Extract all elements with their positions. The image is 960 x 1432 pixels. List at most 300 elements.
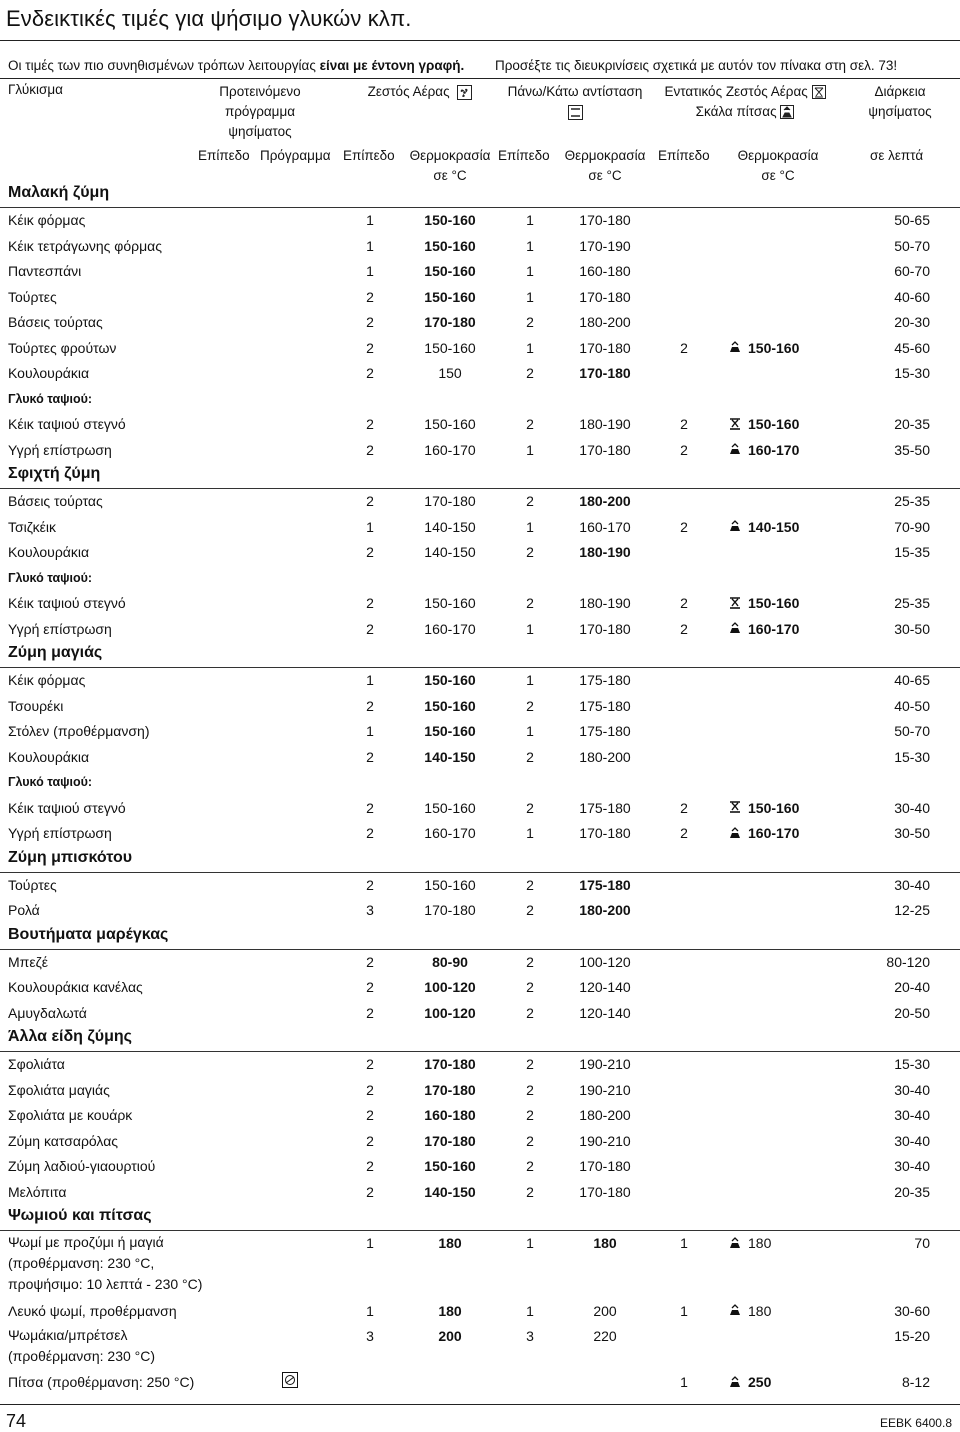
topbottom-temperature: 170-190 bbox=[579, 237, 631, 254]
fan-temperature: 140-150 bbox=[424, 544, 476, 560]
section-heading bbox=[0, 182, 960, 208]
subheader-temp-intense-line1: Θερμοκρασία bbox=[737, 148, 819, 163]
fan-temperature: 150-160 bbox=[424, 212, 476, 228]
fan-level: 2 bbox=[366, 799, 374, 816]
duration-minutes: 8-12 bbox=[901, 1374, 930, 1390]
intense-level: 2 bbox=[680, 339, 688, 356]
table-row bbox=[0, 234, 960, 260]
fan-level: 2 bbox=[366, 493, 374, 509]
duration-minutes: 30-40 bbox=[894, 1158, 930, 1174]
row-label: Κουλουράκια bbox=[8, 544, 90, 560]
topbottom-level: 2 bbox=[526, 416, 534, 432]
intense-level: 1 bbox=[680, 1302, 688, 1319]
table-row bbox=[0, 898, 960, 924]
fan-level: 1 bbox=[366, 1235, 374, 1251]
topbottom-level: 1 bbox=[526, 672, 534, 688]
topbottom-temperature: 170-180 bbox=[579, 288, 631, 305]
duration-minutes: 15-20 bbox=[894, 1328, 930, 1344]
row-label: Σφιχτή ζύμη bbox=[8, 465, 101, 482]
row-label: Υγρή επίστρωση bbox=[8, 825, 112, 841]
fan-temperature: 150-160 bbox=[424, 1158, 476, 1174]
table-row bbox=[0, 1180, 960, 1206]
pizza-icon bbox=[728, 1375, 742, 1392]
intense-level: 2 bbox=[680, 620, 688, 637]
topbottom-temperature: 120-140 bbox=[579, 979, 631, 995]
intense-level: 1 bbox=[680, 1374, 688, 1390]
header-duration-line1: Διάρκεια bbox=[874, 84, 926, 99]
intro-text: Οι τιμές των πιο συνηθισμένων τρόπων λειτουργίας bbox=[8, 58, 320, 73]
topbottom-level: 2 bbox=[526, 365, 534, 381]
table-row bbox=[0, 1078, 960, 1104]
intense-temperature-value: 250 bbox=[748, 1374, 772, 1390]
fan-temperature: 150 bbox=[438, 365, 462, 381]
row-label: Μπεζέ bbox=[8, 953, 48, 970]
intense-level: 2 bbox=[680, 416, 688, 432]
duration-minutes: 45-60 bbox=[894, 339, 930, 356]
topbottom-level: 2 bbox=[526, 979, 534, 995]
fan-level: 2 bbox=[366, 339, 374, 356]
subheader-level-3: Επίπεδο bbox=[498, 148, 550, 163]
duration-minutes: 30-40 bbox=[894, 1107, 930, 1123]
header-duration-line2: ψησίματος bbox=[868, 104, 932, 119]
section-heading bbox=[0, 642, 960, 668]
top-bottom-heat-icon bbox=[568, 105, 583, 120]
duration-minutes: 40-60 bbox=[894, 288, 930, 305]
topbottom-temperature: 180-200 bbox=[579, 314, 631, 330]
row-label: Κουλουράκια bbox=[8, 748, 90, 765]
fan-level: 2 bbox=[366, 1056, 374, 1072]
topbottom-level: 2 bbox=[526, 1056, 534, 1072]
subheader-temp-topbottom-line2: σε °C bbox=[588, 168, 622, 183]
topbottom-temperature: 175-180 bbox=[579, 672, 631, 688]
table-row bbox=[0, 1231, 960, 1299]
intense-temperature-value: 140-150 bbox=[748, 518, 800, 535]
subheader-temp-fan bbox=[405, 146, 495, 186]
row-label: Πίτσα (προθέρμανση: 250 °C) bbox=[8, 1374, 195, 1390]
header-program-line1: Προτεινόμενο bbox=[219, 84, 301, 99]
row-label: Άλλα είδη ζύμης bbox=[8, 1028, 132, 1045]
row-label: Ζύμη λαδιού-γιαουρτιού bbox=[8, 1158, 156, 1174]
fan-temperature: 160-170 bbox=[424, 825, 476, 841]
fan-icon bbox=[457, 85, 472, 100]
duration-minutes: 30-50 bbox=[894, 825, 930, 841]
row-label: Σφολιάτα μαγιάς bbox=[8, 1081, 110, 1098]
row-label: Βάσεις τούρτας bbox=[8, 314, 103, 330]
topbottom-level: 2 bbox=[526, 1183, 534, 1200]
fan-level: 3 bbox=[366, 902, 374, 918]
row-label: Υγρή επίστρωση bbox=[8, 441, 112, 458]
row-label: Βάσεις τούρτας bbox=[8, 493, 103, 509]
document-code: EEBK 6400.8 bbox=[879, 1416, 952, 1430]
table-row bbox=[0, 259, 960, 285]
header-program-line2: πρόγραμμα bbox=[224, 104, 296, 119]
fan-level: 1 bbox=[366, 263, 374, 279]
table-row bbox=[0, 285, 960, 311]
row-label: Γλυκό ταψιού: bbox=[8, 570, 93, 585]
table-row bbox=[0, 617, 960, 643]
table-row bbox=[0, 694, 960, 720]
topbottom-temperature: 190-210 bbox=[579, 1132, 631, 1149]
table-row bbox=[0, 745, 960, 771]
topbottom-level: 2 bbox=[526, 748, 534, 765]
intense-level: 2 bbox=[680, 441, 688, 458]
table-row bbox=[0, 1052, 960, 1078]
row-label: Λευκό ψωμί, προθέρμανση bbox=[8, 1302, 177, 1319]
intense-temperature-value: 150-160 bbox=[748, 799, 800, 816]
table-row bbox=[0, 412, 960, 438]
section-heading bbox=[0, 1205, 960, 1231]
fan-temperature: 170-180 bbox=[424, 314, 476, 330]
fan-level: 1 bbox=[366, 518, 374, 535]
fan-level: 2 bbox=[366, 1158, 374, 1174]
subheader-program: Πρόγραμμα bbox=[260, 148, 331, 163]
header-baking: Γλύκισμα bbox=[8, 82, 63, 97]
subheader-temp-intense-line2: σε °C bbox=[761, 168, 795, 183]
subsection-heading bbox=[0, 387, 960, 413]
topbottom-temperature: 160-170 bbox=[579, 518, 631, 535]
fan-level: 2 bbox=[366, 1132, 374, 1149]
topbottom-temperature: 170-180 bbox=[579, 339, 631, 356]
duration-minutes: 15-30 bbox=[894, 365, 930, 381]
topbottom-level: 1 bbox=[526, 288, 534, 305]
topbottom-temperature: 180-190 bbox=[579, 544, 631, 560]
row-label: Κέικ φόρμας bbox=[8, 672, 86, 688]
topbottom-temperature: 220 bbox=[593, 1328, 617, 1344]
intense-level: 2 bbox=[680, 595, 688, 611]
topbottom-temperature: 170-180 bbox=[579, 620, 631, 637]
row-label: Μελόπιτα bbox=[8, 1183, 67, 1200]
intense-fan-icon bbox=[728, 800, 742, 817]
topbottom-temperature: 175-180 bbox=[579, 799, 631, 816]
subheader-temp-fan-line1: Θερμοκρασία bbox=[409, 148, 491, 163]
pizza-icon bbox=[728, 519, 742, 536]
topbottom-level: 2 bbox=[526, 1004, 534, 1021]
duration-minutes: 20-35 bbox=[894, 1183, 930, 1200]
table-row bbox=[0, 873, 960, 899]
duration-minutes: 20-35 bbox=[894, 416, 930, 432]
topbottom-temperature: 190-210 bbox=[579, 1056, 631, 1072]
fan-temperature: 180 bbox=[438, 1302, 462, 1319]
header-topbottom-label: Πάνω/Κάτω αντίσταση bbox=[507, 84, 643, 99]
section-heading bbox=[0, 463, 960, 489]
topbottom-level: 1 bbox=[526, 441, 534, 458]
intense-temperature bbox=[728, 1235, 828, 1253]
header-program-line3: ψησίματος bbox=[228, 124, 292, 139]
fan-temperature: 170-180 bbox=[424, 902, 476, 918]
fan-level: 2 bbox=[366, 1004, 374, 1021]
row-label: Κουλουράκια bbox=[8, 365, 90, 381]
table-row bbox=[0, 361, 960, 387]
duration-minutes: 20-50 bbox=[894, 1004, 930, 1021]
subheader-level-4: Επίπεδο bbox=[658, 148, 710, 163]
fan-level: 2 bbox=[366, 697, 374, 714]
topbottom-temperature: 180-200 bbox=[579, 493, 631, 509]
fan-temperature: 150-160 bbox=[424, 416, 476, 432]
row-label: Τούρτες bbox=[8, 288, 57, 305]
fan-temperature: 160-170 bbox=[424, 620, 476, 637]
topbottom-temperature: 180-200 bbox=[579, 1107, 631, 1123]
intense-temperature bbox=[728, 340, 828, 358]
row-label: Ζύμη κατσαρόλας bbox=[8, 1132, 119, 1149]
page-number: 74 bbox=[6, 1411, 27, 1431]
topbottom-temperature: 180-190 bbox=[579, 416, 631, 432]
fan-temperature: 170-180 bbox=[424, 1056, 476, 1072]
row-label: Μαλακή ζύμη bbox=[8, 184, 110, 201]
row-label: Ψωμί με προζύμι ή μαγιά (προθέρμανση: 230 °C, προψήσιμο: 10 λεπτά - 230 °C) bbox=[8, 1234, 203, 1292]
duration-minutes: 20-40 bbox=[894, 979, 930, 995]
row-label: Τούρτες φρούτων bbox=[8, 339, 117, 356]
fan-level: 2 bbox=[366, 288, 374, 305]
topbottom-temperature: 180-200 bbox=[579, 902, 631, 918]
fan-level: 2 bbox=[366, 620, 374, 637]
duration-minutes: 50-65 bbox=[894, 212, 930, 228]
topbottom-level: 1 bbox=[526, 339, 534, 356]
intense-level: 2 bbox=[680, 825, 688, 841]
fan-temperature: 150-160 bbox=[424, 237, 476, 254]
topbottom-temperature: 170-180 bbox=[579, 825, 631, 841]
duration-minutes: 30-40 bbox=[894, 1081, 930, 1098]
topbottom-level: 2 bbox=[526, 595, 534, 611]
row-label: Ψωμάκια/μπρέτσελ (προθέρμανση: 230 °C) bbox=[8, 1327, 156, 1364]
subheader-level-1: Επίπεδο bbox=[198, 148, 250, 163]
topbottom-level: 1 bbox=[526, 620, 534, 637]
row-label: Ψωμιού και πίτσας bbox=[8, 1207, 152, 1224]
table-row bbox=[0, 1154, 960, 1180]
intense-temperature-value: 180 bbox=[748, 1302, 772, 1319]
duration-minutes: 40-50 bbox=[894, 697, 930, 714]
duration-minutes: 15-30 bbox=[894, 748, 930, 765]
intense-temperature bbox=[728, 800, 828, 818]
topbottom-level: 2 bbox=[526, 697, 534, 714]
topbottom-level: 1 bbox=[526, 825, 534, 841]
fan-temperature: 170-180 bbox=[424, 1081, 476, 1098]
fan-temperature: 160-170 bbox=[424, 441, 476, 458]
topbottom-level: 2 bbox=[526, 902, 534, 918]
duration-minutes: 70 bbox=[914, 1235, 930, 1251]
pizza-icon bbox=[728, 442, 742, 459]
topbottom-temperature: 200 bbox=[593, 1302, 617, 1319]
subheader-minutes: σε λεπτά bbox=[870, 148, 924, 163]
pizza-level-icon bbox=[780, 105, 794, 119]
topbottom-level: 2 bbox=[526, 1107, 534, 1123]
row-label: Γλυκό ταψιού: bbox=[8, 775, 93, 789]
subheader-level-2: Επίπεδο bbox=[343, 148, 395, 163]
intense-temperature bbox=[728, 1374, 828, 1392]
duration-minutes: 70-90 bbox=[894, 518, 930, 535]
table-row bbox=[0, 540, 960, 566]
table-row bbox=[0, 719, 960, 745]
intense-fan-icon bbox=[728, 596, 742, 613]
topbottom-temperature: 170-180 bbox=[579, 1158, 631, 1174]
row-label: Κέικ ταψιού στεγνό bbox=[8, 799, 126, 816]
table-row bbox=[0, 438, 960, 464]
pizza-program-icon bbox=[270, 1372, 310, 1391]
duration-minutes: 40-65 bbox=[894, 672, 930, 688]
pizza-icon bbox=[728, 1303, 742, 1320]
table-row bbox=[0, 668, 960, 694]
row-label: Τσουρέκι bbox=[8, 697, 64, 714]
fan-temperature: 100-120 bbox=[424, 1004, 476, 1021]
subheader-temp-topbottom-line1: Θερμοκρασία bbox=[564, 148, 646, 163]
section-heading bbox=[0, 924, 960, 950]
topbottom-level: 2 bbox=[526, 799, 534, 816]
intense-temperature-value: 160-170 bbox=[748, 620, 800, 637]
table-row bbox=[0, 950, 960, 976]
header-duration bbox=[855, 82, 945, 122]
table-row bbox=[0, 1370, 960, 1396]
topbottom-temperature: 175-180 bbox=[579, 876, 631, 893]
fan-temperature: 100-120 bbox=[424, 979, 476, 995]
fan-level: 2 bbox=[366, 1107, 374, 1123]
intense-level: 2 bbox=[680, 518, 688, 535]
duration-minutes: 30-60 bbox=[894, 1302, 930, 1319]
title-divider bbox=[0, 40, 960, 41]
topbottom-level: 1 bbox=[526, 1302, 534, 1319]
fan-temperature: 160-180 bbox=[424, 1107, 476, 1123]
subheader-temp-topbottom bbox=[560, 146, 650, 186]
topbottom-temperature: 175-180 bbox=[579, 697, 631, 714]
intro-right: Προσέξτε τις διευκρινίσεις σχετικά με αυτόν τον πίνακα στη σελ. 73! bbox=[495, 58, 898, 73]
subsection-heading bbox=[0, 566, 960, 592]
header-top-divider bbox=[0, 78, 960, 79]
intense-temperature bbox=[728, 825, 828, 843]
header-fan-label: Ζεστός Αέρας bbox=[367, 84, 450, 99]
table-row bbox=[0, 208, 960, 234]
intro-left bbox=[8, 58, 464, 73]
fan-temperature: 140-150 bbox=[424, 1183, 476, 1200]
fan-temperature: 150-160 bbox=[424, 595, 476, 611]
topbottom-temperature: 170-180 bbox=[579, 1183, 631, 1200]
row-label: Βουτήματα μαρέγκας bbox=[8, 925, 169, 943]
intense-temperature bbox=[728, 519, 828, 537]
header-pizza-label: Σκάλα πίτσας bbox=[695, 104, 777, 119]
intense-temperature-value: 180 bbox=[748, 1235, 772, 1251]
subheader-temp-fan-line2: σε °C bbox=[433, 168, 467, 183]
row-label: Κουλουράκια κανέλας bbox=[8, 979, 143, 995]
row-label: Ζύμη μπισκότου bbox=[8, 848, 133, 866]
row-label: Γλυκό ταψιού: bbox=[8, 391, 93, 406]
header-program bbox=[215, 82, 305, 142]
row-label: Κέικ τετράγωνης φόρμας bbox=[8, 237, 163, 254]
topbottom-level: 1 bbox=[526, 518, 534, 535]
topbottom-temperature: 180-190 bbox=[579, 595, 631, 611]
fan-level: 1 bbox=[366, 672, 374, 688]
page-title: Ενδεικτικές τιμές για ψήσιμο γλυκών κλπ. bbox=[6, 6, 412, 31]
fan-temperature: 150-160 bbox=[424, 876, 476, 893]
duration-minutes: 30-40 bbox=[894, 1132, 930, 1149]
intense-temperature bbox=[728, 442, 828, 460]
row-label: Ρολά bbox=[8, 902, 40, 918]
duration-minutes: 25-35 bbox=[894, 595, 930, 611]
row-label: Σφολιάτα bbox=[8, 1056, 65, 1072]
fan-level: 2 bbox=[366, 441, 374, 458]
duration-minutes: 12-25 bbox=[894, 902, 930, 918]
fan-level: 2 bbox=[366, 1081, 374, 1098]
fan-level: 2 bbox=[366, 953, 374, 970]
intense-level: 1 bbox=[680, 1235, 688, 1251]
fan-level: 2 bbox=[366, 748, 374, 765]
topbottom-temperature: 180 bbox=[593, 1235, 617, 1251]
table-row bbox=[0, 310, 960, 336]
duration-minutes: 30-40 bbox=[894, 799, 930, 816]
topbottom-temperature: 170-180 bbox=[579, 441, 631, 458]
duration-minutes: 30-40 bbox=[894, 876, 930, 893]
intense-temperature bbox=[728, 416, 828, 434]
intense-level: 2 bbox=[680, 799, 688, 816]
intense-temperature bbox=[728, 1303, 828, 1321]
intense-fan-icon bbox=[728, 417, 742, 434]
header-fan bbox=[365, 82, 475, 102]
fan-level: 2 bbox=[366, 876, 374, 893]
row-label: Παντεσπάνι bbox=[8, 263, 82, 279]
topbottom-temperature: 160-180 bbox=[579, 263, 631, 279]
fan-temperature: 150-160 bbox=[424, 288, 476, 305]
fan-temperature: 200 bbox=[438, 1328, 462, 1344]
intense-temperature bbox=[728, 621, 828, 639]
fan-level: 2 bbox=[366, 416, 374, 432]
table-row bbox=[0, 1103, 960, 1129]
duration-minutes: 35-50 bbox=[894, 441, 930, 458]
fan-level: 1 bbox=[366, 212, 374, 228]
header-topbottom bbox=[500, 82, 650, 126]
row-label: Τσιζκέικ bbox=[8, 518, 57, 535]
table-row bbox=[0, 489, 960, 515]
fan-level: 2 bbox=[366, 314, 374, 330]
fan-temperature: 180 bbox=[438, 1235, 462, 1251]
topbottom-level: 3 bbox=[526, 1328, 534, 1344]
fan-temperature: 140-150 bbox=[424, 748, 476, 765]
fan-level: 1 bbox=[366, 723, 374, 739]
table-row bbox=[0, 591, 960, 617]
fan-level: 2 bbox=[366, 365, 374, 381]
row-label: Αμυγδαλωτά bbox=[8, 1004, 87, 1021]
topbottom-level: 1 bbox=[526, 263, 534, 279]
table-row bbox=[0, 1324, 960, 1370]
fan-level: 1 bbox=[366, 237, 374, 254]
intense-temperature-value: 160-170 bbox=[748, 825, 800, 841]
fan-level: 3 bbox=[366, 1328, 374, 1344]
intense-temperature-value: 150-160 bbox=[748, 339, 800, 356]
row-label: Ζύμη μαγιάς bbox=[8, 644, 103, 661]
topbottom-temperature: 100-120 bbox=[579, 953, 631, 970]
table-row bbox=[0, 821, 960, 847]
duration-minutes: 25-35 bbox=[894, 493, 930, 509]
intense-fan-icon bbox=[812, 85, 826, 99]
fan-level: 2 bbox=[366, 979, 374, 995]
row-label: Στόλεν (προθέρμανση) bbox=[8, 723, 150, 739]
topbottom-temperature: 175-180 bbox=[579, 723, 631, 739]
fan-temperature: 80-90 bbox=[432, 953, 468, 970]
fan-temperature: 170-180 bbox=[424, 493, 476, 509]
subheader-temp-intense bbox=[728, 146, 828, 186]
topbottom-level: 1 bbox=[526, 1235, 534, 1251]
fan-temperature: 150-160 bbox=[424, 697, 476, 714]
topbottom-level: 1 bbox=[526, 212, 534, 228]
topbottom-temperature: 120-140 bbox=[579, 1004, 631, 1021]
fan-temperature: 150-160 bbox=[424, 799, 476, 816]
fan-temperature: 140-150 bbox=[424, 518, 476, 535]
topbottom-level: 2 bbox=[526, 1132, 534, 1149]
header-intense bbox=[655, 82, 835, 122]
row-label: Τούρτες bbox=[8, 876, 57, 893]
topbottom-level: 2 bbox=[526, 544, 534, 560]
duration-minutes: 30-50 bbox=[894, 620, 930, 637]
intense-temperature-value: 150-160 bbox=[748, 416, 800, 432]
table-row bbox=[0, 515, 960, 541]
topbottom-temperature: 180-200 bbox=[579, 748, 631, 765]
fan-temperature: 150-160 bbox=[424, 263, 476, 279]
intro-bold-text: είναι με έντονη γραφή. bbox=[319, 58, 465, 73]
